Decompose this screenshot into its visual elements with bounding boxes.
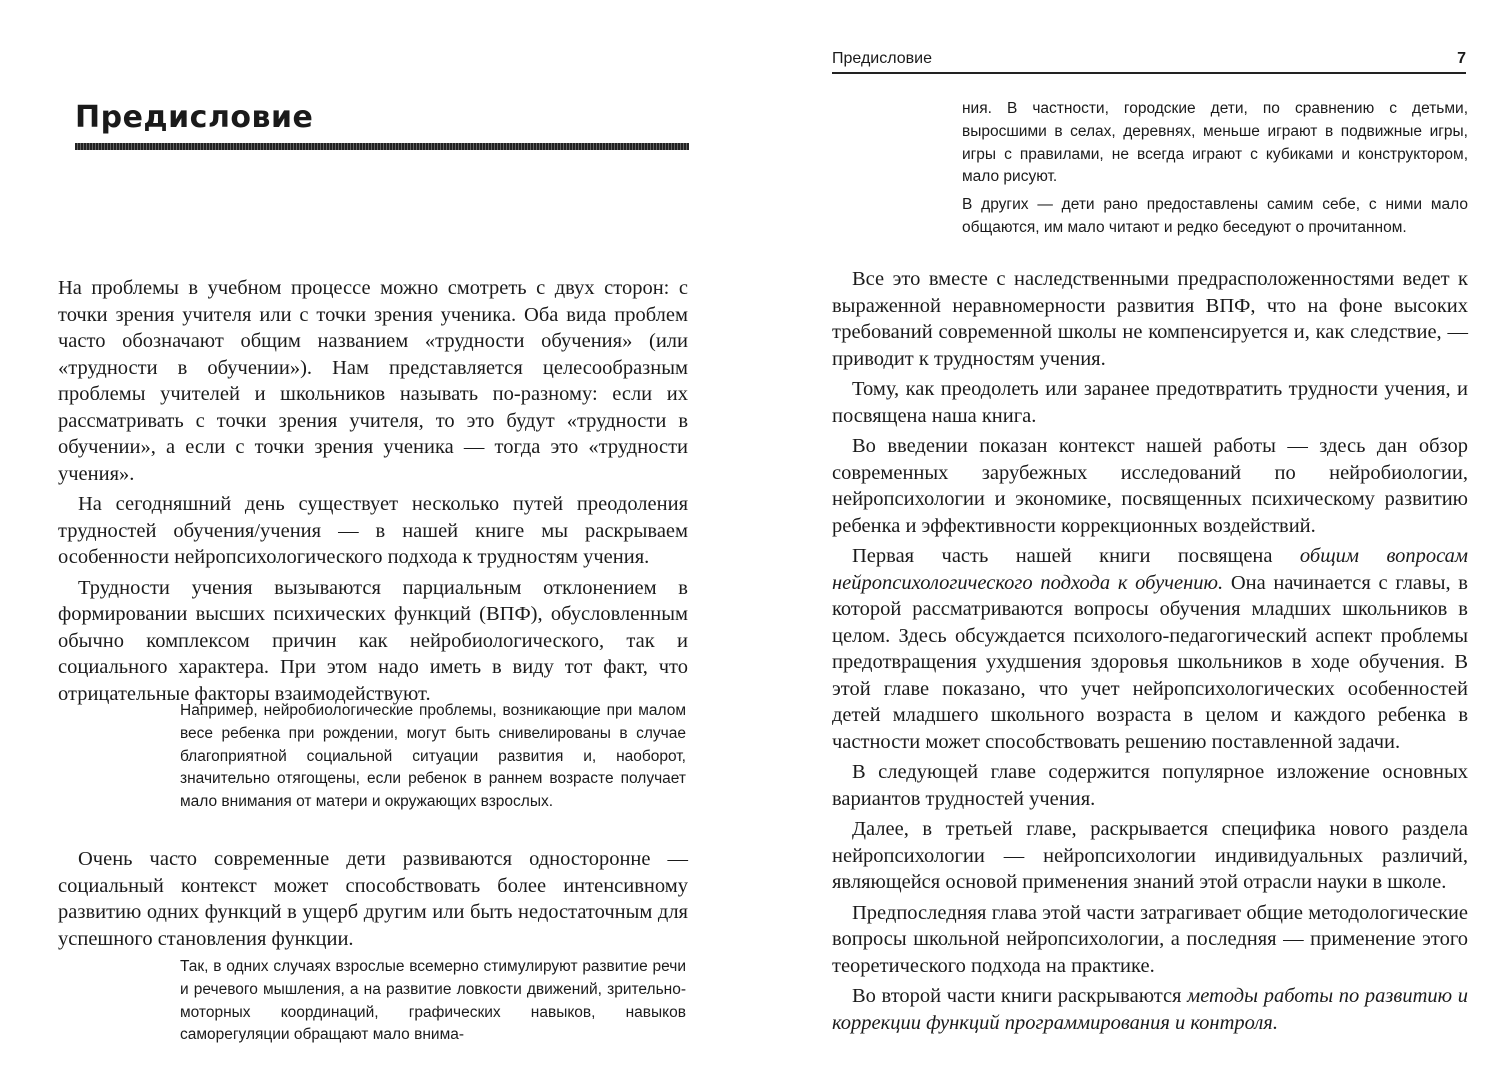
paragraph-text: Во второй части книги раскрываются <box>852 985 1188 1007</box>
paragraph: Во введении показан контекст нашей работы — здесь дан обзор современных зарубежных исследований по нейробиологии, нейропсихологии и экономике, посвященных психическому развитию ребенка и эффективности коррекционных воздействий. <box>832 435 1468 537</box>
paragraph-text: Она начинается с главы, в которой рассматриваются вопросы обучения младших школьников в целом. Здесь обсуждается психолого-педагогический аспект проблемы предотвращения ухудшения здоровья школьников в ходе обучения. В этой главе показано, что учет нейропсихологических особенностей детей младшего школьного возраста в целом и каждого ребенка в частности может способствовать решению поставленной задачи. <box>832 571 1468 753</box>
right-aside <box>962 98 1468 245</box>
left-aside-2 <box>180 956 686 1052</box>
page-number: 7 <box>1457 50 1466 67</box>
running-title: Предисловие <box>832 50 932 67</box>
left-aside-1 <box>180 700 686 819</box>
paragraph: На сегодняшний день существует несколько путей преодоления трудностей обучения/учения — в нашей книге мы раскрываем особенности нейропсихологического подхода к трудностям учения. <box>58 493 688 568</box>
title-underline-rule <box>75 143 689 150</box>
aside-text: В других — дети рано предоставлены самим себе, с ними мало общаются, им мало читают и редко беседуют о прочитанном. <box>962 196 1468 236</box>
right-page <box>754 0 1508 1074</box>
aside-text: Так, в одних случаях взрослые всемерно стимулируют развитие речи и речевого мышления, а на развитие ловкости движений, зрительно-моторных координаций, графических навыков, навыков саморегуляции обращают мало внима- <box>180 958 686 1044</box>
left-main-text-a <box>58 275 688 711</box>
paragraph: На проблемы в учебном процессе можно смотреть с двух сторон: с точки зрения учителя или с точки зрения ученика. Оба вида проблем часто обозначают общим названием «трудности обучения» (или «трудности в обучении»). Нам представляется целесообразным проблемы учителей и школьников называть по-разному: если их рассматривать с точки зрения учителя, то это будут «трудности в обучении», а если с точки зрения ученика — тогда это «трудности учения». <box>58 277 688 485</box>
paragraph: Предпоследняя глава этой части затрагивает общие методологические вопросы школьной нейропсихологии, а последняя — применение этого теоретического подхода на практике. <box>832 901 1468 977</box>
paragraph: Очень часто современные дети развиваются односторонне — социальный контекст может способствовать более интенсивному развитию одних функций в ущерб другим или быть недостаточным для успешного становления функции. <box>58 848 688 950</box>
paragraph: Далее, в третьей главе, раскрывается специфика нового раздела нейропсихологии — нейропсихологии индивидуальных различий, являющейся основой применения знаний этой отрасли науки в школе. <box>832 818 1468 893</box>
right-main-text <box>832 266 1468 1040</box>
paragraph <box>832 983 1468 1036</box>
running-header <box>832 50 1466 74</box>
aside-text: ния. В частности, городские дети, по сравнению с детьми, выросшими в селах, деревнях, меньше играют в подвижные игры, игры с правилами, не всегда играют с кубиками и конструктором, мало рисуют. <box>962 100 1468 186</box>
paragraph <box>832 543 1468 755</box>
paragraph: Трудности учения вызываются парциальным отклонением в формировании высших психических функций (ВПФ), обусловленным обычно комплексом причин как нейробиологического, так и социального характера. При этом надо иметь в виду тот факт, что отрицательные факторы взаимодействуют. <box>58 576 688 705</box>
chapter-title: Предисловие <box>75 100 314 135</box>
left-main-text-b <box>58 846 688 956</box>
aside-text: Например, нейробиологические проблемы, возникающие при малом весе ребенка при рождении, могут быть снивелированы в случае благоприятной социальной ситуации развития и, наоборот, значительно отягощены, если ребенок в раннем возрасте получает мало внимания от матери и окружающих взрослых. <box>180 702 686 811</box>
paragraph: Все это вместе с наследственными предрасположенностями ведет к выраженной неравномерности развития ВПФ, что на фоне высоких требований современной школы не компенсируется и, как следствие, — приводит к трудностям учения. <box>832 268 1468 370</box>
paragraph-emphasis: общим вопросам нейропсихологического подхода к обучению. <box>832 545 1468 594</box>
paragraph: Тому, как преодолеть или заранее предотвратить трудности учения, и посвящена наша книга. <box>832 378 1468 427</box>
paragraph-text: Первая часть нашей книги посвящена <box>852 545 1300 567</box>
paragraph-emphasis: методы работы по развитию и коррекции функций программирования и контроля. <box>832 985 1468 1034</box>
paragraph: В следующей главе содержится популярное изложение основных вариантов трудностей учения. <box>832 761 1468 810</box>
